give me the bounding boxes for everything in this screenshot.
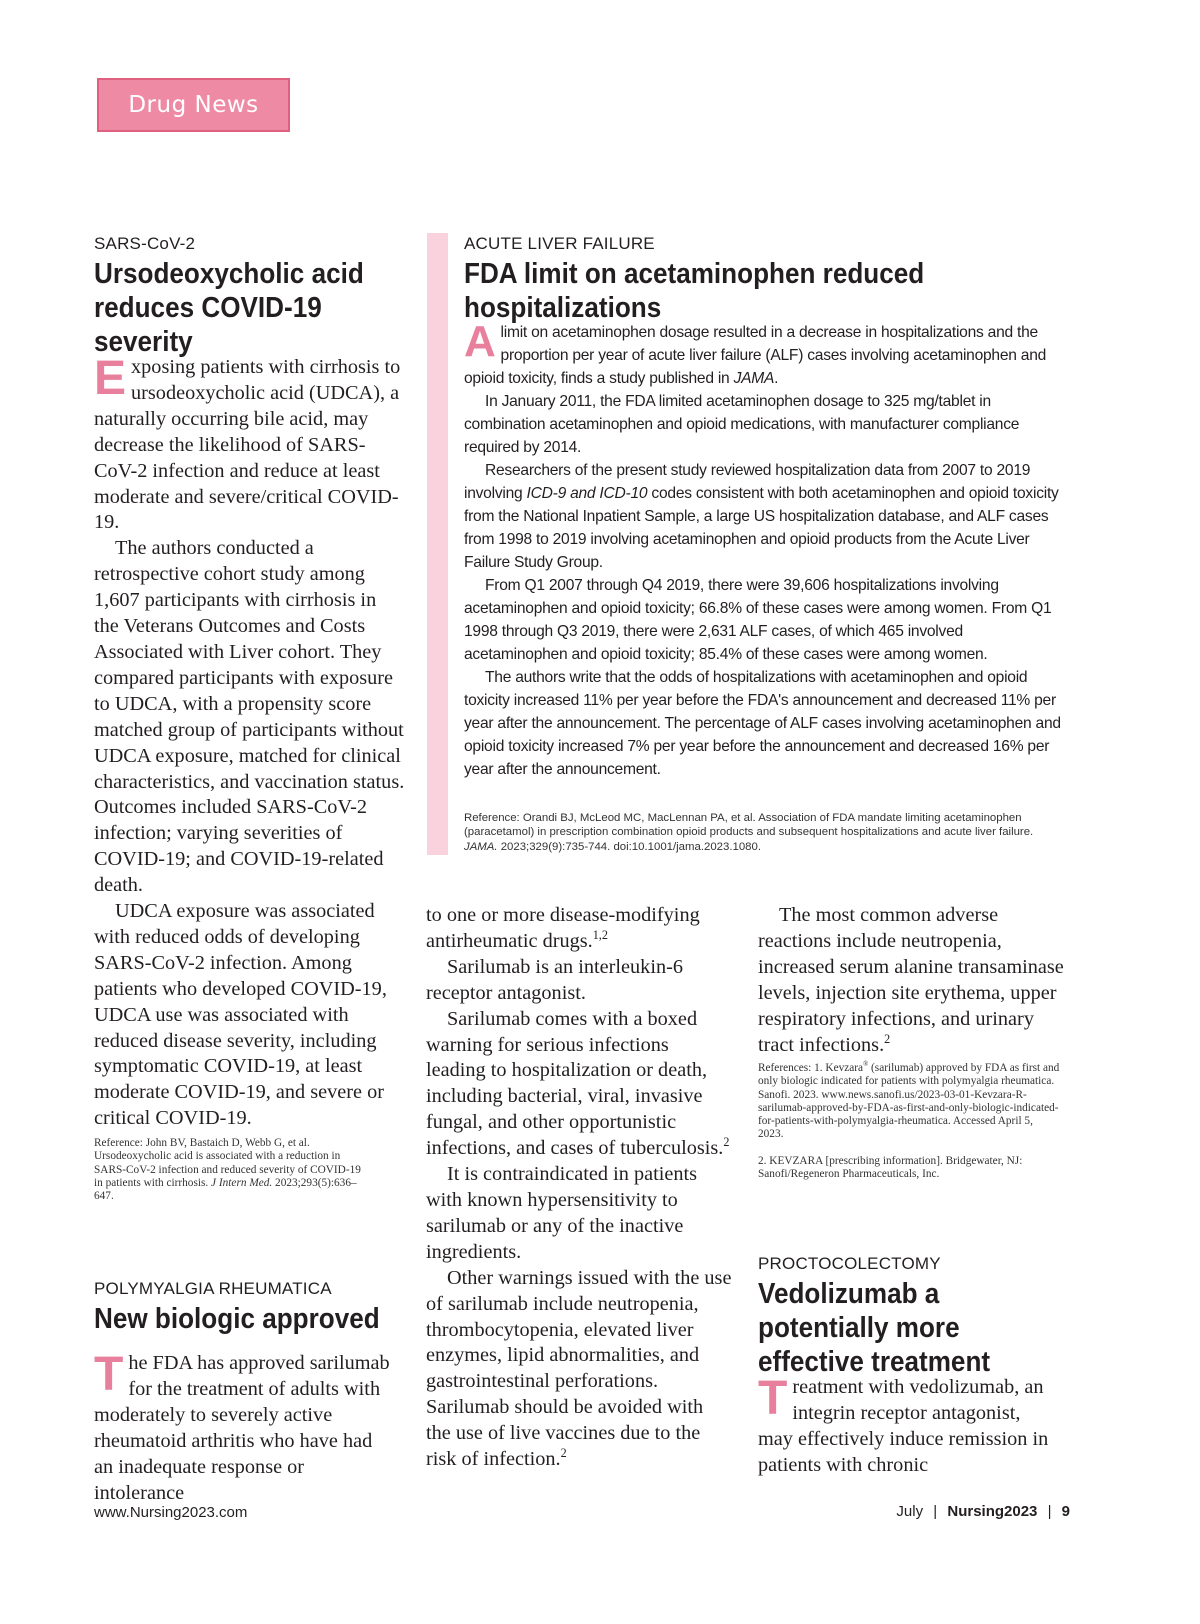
journal-name: JAMA <box>733 370 775 387</box>
paragraph-text: Researchers of the present study reviewed hospitalization data from 2007 to 2019 involving <box>464 462 1031 502</box>
footer-separator: | <box>1047 1503 1052 1520</box>
article3-paragraph: Sarilumab is an interleukin-6 receptor antagonist. <box>426 955 683 1004</box>
article4-drop-cap: T <box>758 1372 788 1425</box>
registered-mark: ® <box>863 1061 869 1069</box>
article2-body <box>464 317 1068 781</box>
reference-journal: JAMA. <box>464 840 498 853</box>
reference-text: References: 1. Kevzara <box>758 1062 864 1074</box>
punctuation: . <box>774 370 779 387</box>
article4-kicker: PROCTOCOLECTOMY <box>758 1254 941 1273</box>
article3-body-col1 <box>94 1348 396 1506</box>
citation-superscript: 2 <box>723 1135 730 1150</box>
section-tab-label: Drug News <box>128 92 259 118</box>
article2-title-line: hospitalizations <box>464 292 662 324</box>
article1-body <box>94 352 406 1132</box>
article4-body <box>758 1372 1060 1479</box>
article2-paragraph: limit on acetaminophen dosage resulted in a decrease in hospitalizations and the proportion per year of acute liver failure (ALF) cases involving acetaminophen and opioid toxicity, finds a study published in <box>464 324 1047 387</box>
citation-superscript: 1,2 <box>592 928 608 943</box>
reference-item <box>758 1062 1060 1142</box>
article3-title: New biologic approved <box>94 1303 380 1335</box>
article3-body-col2 <box>426 903 732 1473</box>
paragraph-text: codes consistent with both acetaminophen and opioid toxicity from the National Inpatient Sample, a large US hospitalization database, and ALF cases from 1998 to 2019 involving acetaminophen and opioid products from the Acute Liver Failure Study Group. <box>464 485 1059 571</box>
article2-paragraph: In January 2011, the FDA limited acetaminophen dosage to 325 mg/tablet in combination acetaminophen and opioid medications, with manufacturer compliance required by 2014. <box>464 393 1020 456</box>
article1-paragraph: xposing patients with cirrhosis to ursodeoxycholic acid (UDCA), a naturally occurring bile acid, may decrease the likelihood of SARS-CoV-2 infection and reduce at least moderate and severe/critical COVID-19. <box>94 356 401 534</box>
article1-title-line: reduces COVID-19 <box>94 292 322 324</box>
reference-item: 2. KEVZARA [prescribing information]. Bridgewater, NJ: Sanofi/Regeneron Pharmaceuticals, Inc. <box>758 1154 1023 1181</box>
page-number: 9 <box>1061 1503 1070 1520</box>
article3-drop-cap: T <box>94 1348 124 1401</box>
footer-magazine: Nursing2023 <box>947 1503 1038 1520</box>
article3-paragraph: It is contraindicated in patients with known hypersensitivity to sarilumab or any of the inactive ingredients. <box>426 1163 698 1263</box>
footer-separator: | <box>933 1503 938 1520</box>
article4-title <box>758 1277 990 1379</box>
article2-drop-cap: A <box>464 317 496 366</box>
article4-paragraph: reatment with vedolizumab, an integrin receptor antagonist, may effectively induce remission in patients with chronic <box>758 1376 1049 1476</box>
citation-superscript: 2 <box>884 1031 891 1046</box>
reference-citation: 2023;329(9):735-744. doi:10.1001/jama.2023.1080. <box>500 840 762 853</box>
article1-title <box>94 257 364 359</box>
reference-journal: J Intern Med. <box>211 1176 273 1189</box>
article1-reference <box>94 1137 366 1203</box>
footer-month: July <box>896 1503 924 1520</box>
footer-website: www.Nursing2023.com <box>94 1504 248 1521</box>
paragraph-text: to one or more disease-modifying antirheumatic drugs. <box>426 904 700 952</box>
article3-body-col3 <box>758 903 1070 1058</box>
citation-superscript: 2 <box>560 1446 567 1461</box>
article2-accent-bar <box>427 233 448 855</box>
article3-paragraph: Other warnings issued with the use of sarilumab include neutropenia, thrombocytopenia, elevated liver enzymes, lipid abnormalities, and gastrointestinal perforations. Sarilumab should be avoided with the use of live vaccines due to the risk of infection. <box>426 1266 732 1471</box>
article2-paragraph <box>464 459 1068 574</box>
reference-citation: 2023;293(5):636–647. <box>94 1176 357 1203</box>
article2-kicker: ACUTE LIVER FAILURE <box>464 234 655 253</box>
article1-kicker: SARS-CoV-2 <box>94 234 196 253</box>
reference-text: Reference: John BV, Bastaich D, Webb G, et al. Ursodeoxycholic acid is associated with a reduction in SARS-CoV-2 infection and reduced severity of COVID-19 in patients with cirrhosis. <box>94 1137 361 1189</box>
article1-drop-cap: E <box>94 352 127 405</box>
article2-paragraph: From Q1 2007 through Q4 2019, there were 39,606 hospitalizations involving acetaminophen and opioid toxicity; 66.8% of these cases were among women. From Q1 1998 through Q3 2019, there were 2,631 ALF cases, of which 465 involved acetaminophen and opioid toxicity; 85.4% of these cases were among women. <box>464 577 1052 663</box>
article2-title-line: FDA limit on acetaminophen reduced <box>464 258 925 290</box>
article1-title-line: severity <box>94 326 193 358</box>
icd-codes: ICD-9 and ICD-10 <box>526 485 648 502</box>
article4-title-line: Vedolizumab a <box>758 1278 940 1310</box>
article3-paragraph: The most common adverse reactions include neutropenia, increased serum alanine transaminase levels, injection site erythema, upper respiratory infections, and urinary tract infections. <box>758 904 1064 1056</box>
footer-folio <box>896 1503 1070 1520</box>
article4-title-line: effective treatment <box>758 1346 991 1378</box>
article3-references <box>758 1062 1060 1181</box>
article1-title-line: Ursodeoxycholic acid <box>94 258 364 290</box>
article1-paragraph: UDCA exposure was associated with reduced odds of developing SARS-CoV-2 infection. Among patients who developed COVID-19, UDCA use was associated with reduced disease severity, including symptomatic COVID-19, at least moderate COVID-19, and severe or critical COVID-19. <box>94 900 387 1130</box>
article2-paragraph: The authors write that the odds of hospitalizations with acetaminophen and opioid toxicity increased 11% per year before the FDA's announcement and decreased 11% per year after the announcement. The percentage of ALF cases involving acetaminophen and opioid toxicity increased 7% per year before the announcement and decreased 16% per year after the announcement. <box>464 669 1061 778</box>
article3-paragraph: he FDA has approved sarilumab for the treatment of adults with moderately to severely active rheumatoid arthritis who have had an inadequate response or intolerance <box>94 1352 390 1504</box>
article2-reference <box>464 811 1068 854</box>
section-tab <box>97 78 290 132</box>
article2-title <box>464 257 924 325</box>
reference-text: (sarilumab) approved by FDA as first and only biologic indicated for patients with polymyalgia rheumatica. Sanofi. 2023. www.news.sanofi.us/2023-03-01-Kevzara-R-sarilumab-approved-by-FDA-as-first-and-only-biologic-indicated-for-patients-with-polymyalgia-rheumatica. Accessed April 5, 2023. <box>758 1062 1060 1141</box>
article3-kicker: POLYMYALGIA RHEUMATICA <box>94 1279 332 1298</box>
reference-text: Reference: Orandi BJ, McLeod MC, MacLennan PA, et al. Association of FDA mandate limiting acetaminophen (paracetamol) in prescription combination opioid products and subsequent hospitalizations and acute liver failure. <box>464 812 1034 839</box>
article4-title-line: potentially more <box>758 1312 960 1344</box>
article3-paragraph: Sarilumab comes with a boxed warning for serious infections leading to hospitalization or death, including bacterial, viral, invasive fungal, and other opportunistic infections, and cases of tuberculosis. <box>426 1007 724 1160</box>
article1-paragraph: The authors conducted a retrospective cohort study among 1,607 participants with cirrhosis in the Veterans Outcomes and Costs Associated with Liver cohort. They compared participants with exposure to UDCA, with a propensity score matched group of participants without UDCA exposure, matched for clinical characteristics, and vaccination status. Outcomes included SARS-CoV-2 infection; varying severities of COVID-19; and COVID-19-related death. <box>94 537 405 897</box>
